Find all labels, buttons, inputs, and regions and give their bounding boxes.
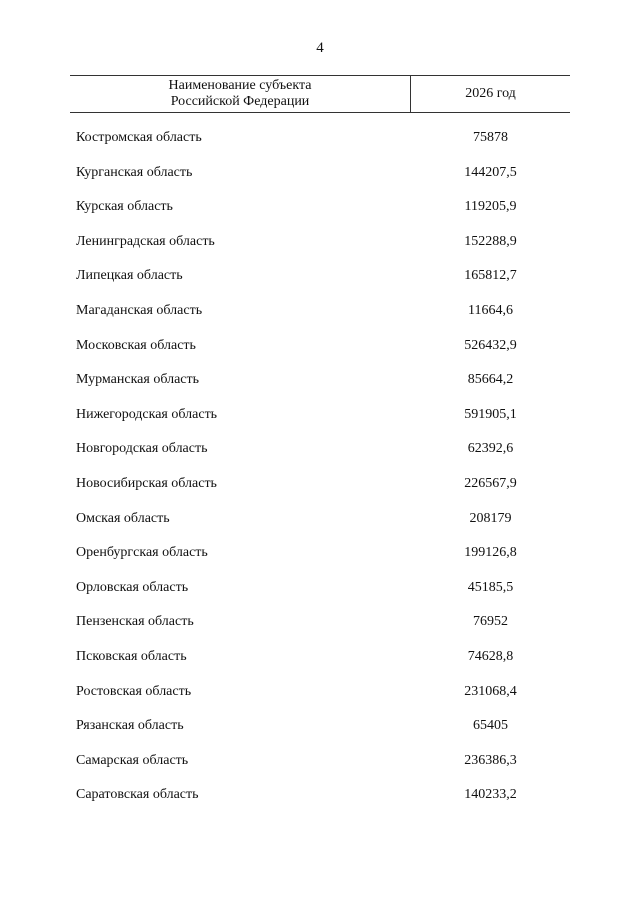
region-name: Псковская область bbox=[76, 648, 187, 664]
table-row bbox=[70, 228, 570, 263]
table-header bbox=[70, 75, 570, 113]
table-row bbox=[70, 574, 570, 609]
page-number: 4 bbox=[316, 40, 324, 56]
region-name: Липецкая область bbox=[76, 268, 183, 284]
header-subject-name-line1: Наименование субъекта bbox=[168, 78, 312, 93]
table-body bbox=[70, 124, 570, 816]
region-value: 152288,9 bbox=[464, 233, 517, 249]
region-value: 231068,4 bbox=[464, 683, 517, 699]
table-row bbox=[70, 539, 570, 574]
region-value: 208179 bbox=[469, 510, 512, 526]
table-row bbox=[70, 643, 570, 678]
region-value: 526432,9 bbox=[464, 337, 517, 353]
region-value: 140233,2 bbox=[464, 787, 517, 803]
region-name: Курская область bbox=[76, 199, 173, 215]
region-name: Пензенская область bbox=[76, 614, 194, 630]
table-row bbox=[70, 262, 570, 297]
table-row bbox=[70, 124, 570, 159]
table-row bbox=[70, 608, 570, 643]
region-name: Новосибирская область bbox=[76, 475, 217, 491]
header-subject-name bbox=[70, 76, 410, 112]
region-value: 236386,3 bbox=[464, 752, 517, 768]
region-value: 144207,5 bbox=[464, 164, 517, 180]
data-table bbox=[70, 75, 570, 803]
region-name: Курганская область bbox=[76, 164, 193, 180]
table-row bbox=[70, 678, 570, 713]
region-name: Московская область bbox=[76, 337, 196, 353]
table-row bbox=[70, 332, 570, 367]
region-value: 165812,7 bbox=[464, 268, 517, 284]
region-name: Ростовская область bbox=[76, 683, 192, 699]
region-name: Ленинградская область bbox=[76, 233, 215, 249]
region-value: 119205,9 bbox=[464, 199, 517, 215]
region-value: 591905,1 bbox=[464, 406, 517, 422]
region-value: 76952 bbox=[473, 614, 508, 630]
region-name: Саратовская область bbox=[76, 787, 199, 803]
region-name: Оренбургская область bbox=[76, 545, 208, 561]
table-row bbox=[70, 401, 570, 436]
region-value: 45185,5 bbox=[467, 579, 514, 595]
region-value: 65405 bbox=[473, 718, 508, 734]
region-name: Орловская область bbox=[76, 579, 189, 595]
region-value: 62392,6 bbox=[467, 441, 514, 457]
region-value: 199126,8 bbox=[464, 545, 517, 561]
header-year: 2026 год bbox=[465, 86, 516, 101]
table-row bbox=[70, 470, 570, 505]
region-value: 226567,9 bbox=[464, 475, 517, 491]
region-name: Рязанская область bbox=[76, 718, 184, 734]
region-name: Нижегородская область bbox=[76, 406, 218, 422]
table-row bbox=[70, 193, 570, 228]
table-row bbox=[70, 435, 570, 470]
table-row bbox=[70, 712, 570, 747]
table-row bbox=[70, 781, 570, 816]
region-name: Новгородская область bbox=[76, 441, 208, 457]
region-value: 85664,2 bbox=[467, 372, 514, 388]
header-subject-name-line2: Российской Федерации bbox=[170, 94, 310, 109]
region-value: 11664,6 bbox=[468, 302, 513, 318]
table-row bbox=[70, 366, 570, 401]
table-row bbox=[70, 747, 570, 782]
region-name: Омская область bbox=[76, 510, 170, 526]
region-name: Костромская область bbox=[76, 130, 202, 145]
table-row bbox=[70, 297, 570, 332]
region-name: Магаданская область bbox=[76, 302, 203, 318]
table-row bbox=[70, 159, 570, 194]
table-row bbox=[70, 505, 570, 540]
region-value: 75878 bbox=[473, 130, 508, 145]
region-value: 74628,8 bbox=[467, 648, 514, 664]
region-name: Мурманская область bbox=[76, 372, 200, 388]
region-name: Самарская область bbox=[76, 752, 189, 768]
